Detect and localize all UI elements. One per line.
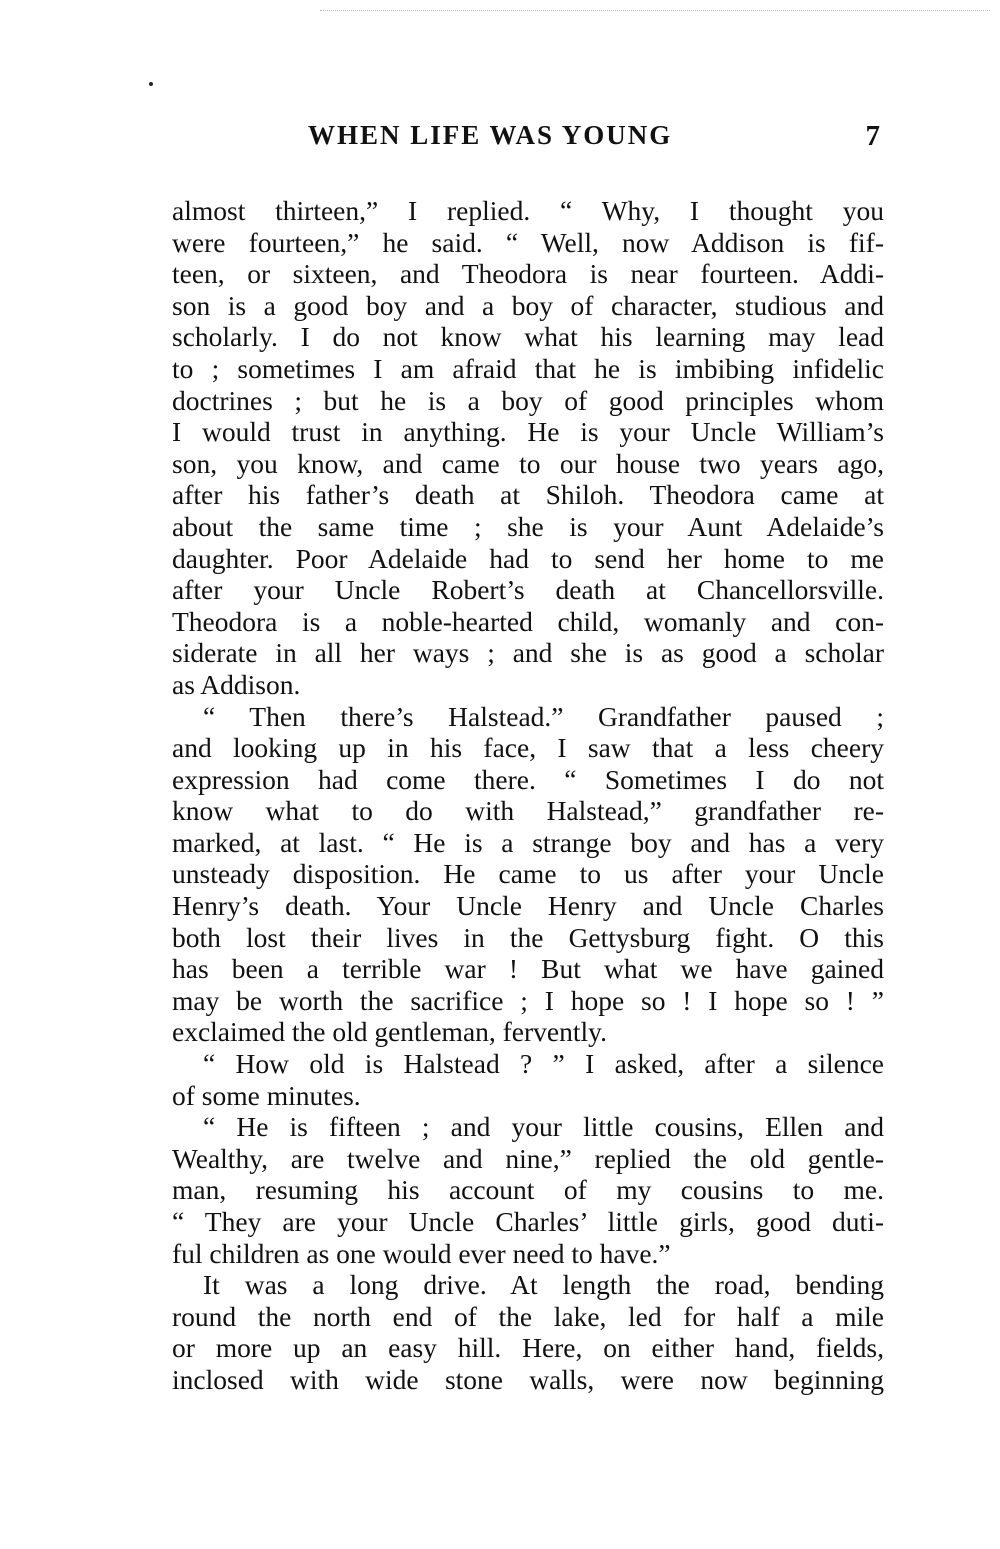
text-line: or more up an easy hill. Here, on either hand, fields,	[172, 1332, 884, 1364]
text-line: ful children as one would ever need to have.”	[172, 1237, 671, 1269]
text-line: son is a good boy and a boy of character, studious and	[172, 289, 884, 321]
text-line: to ; sometimes I am afraid that he is imbibing infidelic	[172, 352, 884, 384]
text-line: and looking up in his face, I saw that a less cheery	[172, 732, 884, 764]
paragraph-start-line: “ Then there’s Halstead.” Grandfather paused ;	[203, 700, 884, 732]
running-header	[172, 120, 884, 160]
body-text	[172, 195, 884, 1396]
text-line: siderate in all her ways ; and she is as good a scholar	[172, 637, 884, 669]
text-line: know what to do with Halstead,” grandfather re-	[172, 795, 884, 827]
text-line: son, you know, and came to our house two years ago,	[172, 447, 884, 479]
text-line: daughter. Poor Adelaide had to send her home to me	[172, 542, 884, 574]
text-line: about the same time ; she is your Aunt Adelaide’s	[172, 510, 884, 542]
text-line: scholarly. I do not know what his learning may lead	[172, 321, 884, 353]
text-line: Theodora is a noble-hearted child, womanly and con-	[172, 605, 884, 637]
text-line: marked, at last. “ He is a strange boy and has a very	[172, 826, 884, 858]
paragraph-start-line: “ He is fifteen ; and your little cousins, Ellen and	[203, 1111, 884, 1143]
text-line: teen, or sixteen, and Theodora is near fourteen. Addi-	[172, 258, 884, 290]
scan-artifact	[320, 10, 990, 15]
text-line: round the north end of the lake, led for half a mile	[172, 1300, 884, 1332]
text-line: both lost their lives in the Gettysburg fight. O this	[172, 921, 884, 953]
text-line: as Addison.	[172, 668, 301, 700]
text-line: were fourteen,” he said. “ Well, now Addison is fif-	[172, 226, 884, 258]
text-line: exclaimed the old gentleman, fervently.	[172, 1016, 607, 1048]
text-line: may be worth the sacrifice ; I hope so ! I hope so ! ”	[172, 984, 884, 1016]
text-line: I would trust in anything. He is your Uncle William’s	[172, 416, 884, 448]
paragraph-start-line: “ How old is Halstead ? ” I asked, after a silence	[203, 1048, 884, 1080]
text-line: after your Uncle Robert’s death at Chancellorsville.	[172, 574, 884, 606]
text-line: of some minutes.	[172, 1079, 361, 1111]
text-line: man, resuming his account of my cousins to me.	[172, 1174, 884, 1206]
text-line: expression had come there. “ Sometimes I do not	[172, 763, 884, 795]
text-line: inclosed with wide stone walls, were now beginning	[172, 1363, 884, 1395]
text-line: Henry’s death. Your Uncle Henry and Uncle Charles	[172, 890, 884, 922]
text-line: “ They are your Uncle Charles’ little girls, good duti-	[172, 1206, 884, 1237]
page-number: 7	[865, 120, 880, 152]
paragraph-start-line: It was a long drive. At length the road, bending	[203, 1269, 884, 1301]
text-line: Wealthy, are twelve and nine,” replied the old gentle-	[172, 1142, 884, 1174]
ink-speck	[149, 82, 153, 86]
text-line: almost thirteen,” I replied. “ Why, I thought you	[172, 195, 884, 226]
running-title: WHEN LIFE WAS YOUNG	[308, 120, 673, 150]
text-line: after his father’s death at Shiloh. Theodora came at	[172, 479, 884, 511]
text-line: has been a terrible war ! But what we have gained	[172, 953, 884, 985]
text-line: unsteady disposition. He came to us after your Uncle	[172, 858, 884, 890]
text-line: doctrines ; but he is a boy of good principles whom	[172, 384, 884, 416]
